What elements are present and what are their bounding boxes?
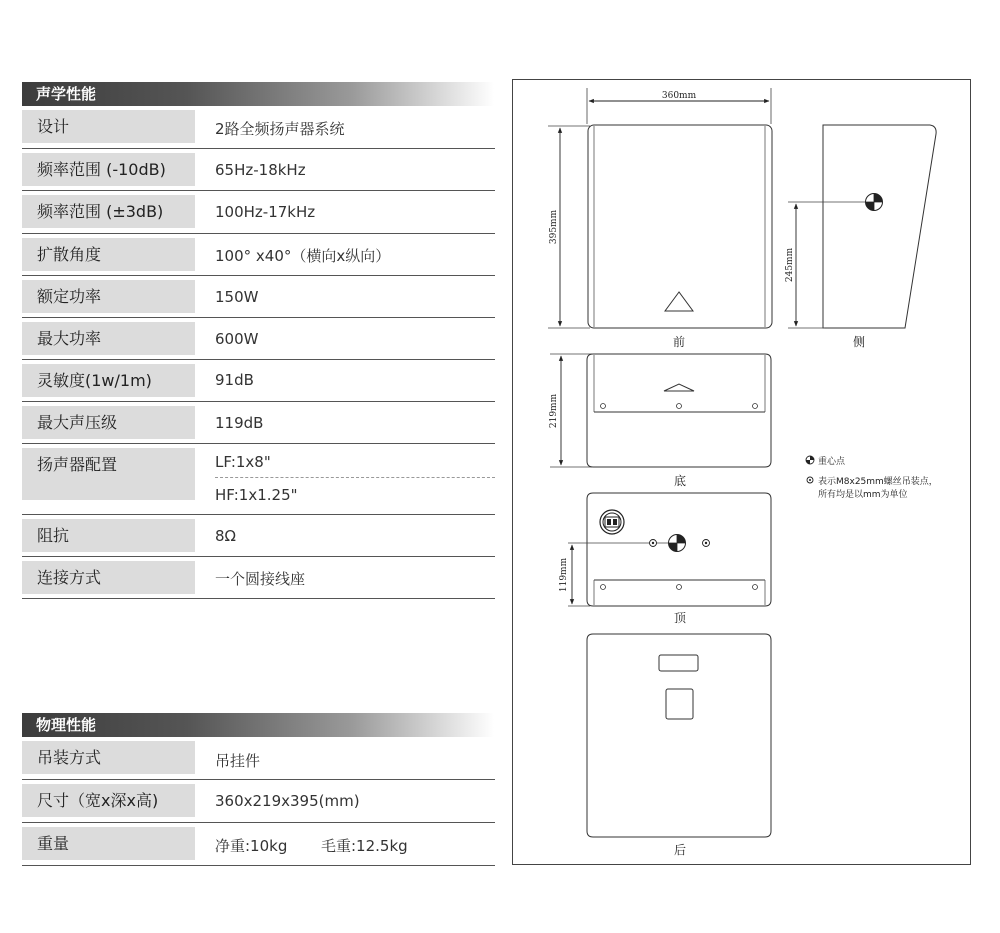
spec-label: 连接方式	[22, 561, 195, 594]
connector-plate-icon	[666, 689, 693, 719]
acoustic-section-header: 声学性能	[22, 82, 494, 106]
spec-label: 尺寸（宽x深x高)	[22, 784, 195, 817]
spec-label: 额定功率	[22, 280, 195, 313]
dim-top-label: 119mm	[559, 557, 569, 593]
spec-value: 150W	[215, 288, 259, 306]
speakon-connector-icon	[600, 510, 624, 534]
spec-value-gross: 毛重:12.5kg	[321, 837, 408, 855]
side-view	[785, 125, 936, 349]
spec-row-freq-range-3db	[22, 191, 495, 234]
dim-side-label: 245mm	[785, 247, 795, 283]
spec-value: 8Ω	[215, 527, 237, 545]
spec-row-max-spl	[22, 402, 495, 444]
spec-label: 吊装方式	[22, 741, 195, 774]
spec-label: 设计	[22, 110, 195, 143]
drawing-legend	[806, 455, 938, 500]
center-of-gravity-legend-icon	[806, 456, 814, 464]
dimension-drawing-frame	[512, 79, 971, 865]
physical-section-header: 物理性能	[22, 713, 494, 737]
spec-row-rated-power	[22, 276, 495, 318]
spec-row-max-power	[22, 318, 495, 360]
center-of-gravity-icon	[866, 194, 883, 211]
front-view-label: 前	[672, 335, 686, 349]
spec-label: 灵敏度(1w/1m)	[22, 364, 195, 397]
dimension-drawing	[512, 79, 971, 865]
dim-height-label: 395mm	[549, 209, 559, 245]
spec-row-connection	[22, 557, 495, 599]
spec-label: 扬声器配置	[22, 448, 195, 500]
bottom-view	[549, 354, 771, 488]
spec-label: 扩散角度	[22, 238, 195, 271]
back-view	[587, 634, 771, 857]
spec-label: 重量	[22, 827, 195, 860]
mount-point-icon	[753, 404, 758, 409]
center-of-gravity-icon	[669, 535, 686, 552]
spec-row-design	[22, 106, 495, 149]
spec-value-net: 净重:10kg	[215, 837, 288, 855]
legend-cg-text: 重心点	[818, 457, 846, 467]
spec-value: 100° x40°（横向x纵向）	[215, 247, 391, 265]
side-view-label: 侧	[852, 335, 866, 349]
spec-value: 360x219x395(mm)	[215, 792, 360, 810]
spec-label: 最大功率	[22, 322, 195, 355]
spec-label: 频率范围 (±3dB)	[22, 195, 195, 228]
mount-point-icon	[753, 585, 758, 590]
spec-value: 119dB	[215, 414, 264, 432]
back-view-label: 后	[673, 843, 687, 857]
front-view	[548, 88, 772, 349]
spec-row-driver-config	[22, 444, 495, 515]
legend-mount-text: 表示M8x25mm螺丝吊装点，	[818, 477, 938, 487]
handle-slot-icon	[659, 655, 698, 671]
row-divider	[215, 477, 495, 478]
spec-value: 91dB	[215, 371, 254, 389]
mount-point-icon	[677, 585, 682, 590]
spec-value-lf: LF:1x8"	[215, 453, 271, 471]
legend-units-text: 所有均是以mm为单位	[818, 490, 908, 500]
dim-bottom-label: 219mm	[549, 393, 559, 429]
spec-value: 2路全频扬声器系统	[215, 120, 345, 138]
spec-row-freq-range-10db	[22, 149, 495, 191]
spec-value-hf: HF:1x1.25"	[215, 486, 298, 504]
spec-value: 100Hz-17kHz	[215, 203, 316, 221]
spec-label: 最大声压级	[22, 406, 195, 439]
spec-row-dimensions	[22, 780, 495, 823]
spec-row-mounting	[22, 737, 495, 780]
spec-value: 一个圆接线座	[215, 570, 306, 588]
dim-width-label: 360mm	[661, 91, 697, 101]
bottom-view-label: 底	[673, 474, 687, 488]
spec-label: 阻抗	[22, 519, 195, 552]
mount-point-icon	[677, 404, 682, 409]
top-view	[559, 493, 771, 625]
spec-row-sensitivity	[22, 360, 495, 402]
mount-point-icon	[601, 404, 606, 409]
spec-value: 65Hz-18kHz	[215, 161, 306, 179]
spec-value: 吊挂件	[215, 752, 261, 770]
top-view-label: 顶	[673, 611, 687, 625]
spec-row-weight	[22, 823, 495, 866]
spec-value: 600W	[215, 330, 259, 348]
spec-row-dispersion	[22, 234, 495, 276]
spec-label: 频率范围 (-10dB)	[22, 153, 195, 186]
spec-row-impedance	[22, 515, 495, 557]
mount-point-icon	[601, 585, 606, 590]
